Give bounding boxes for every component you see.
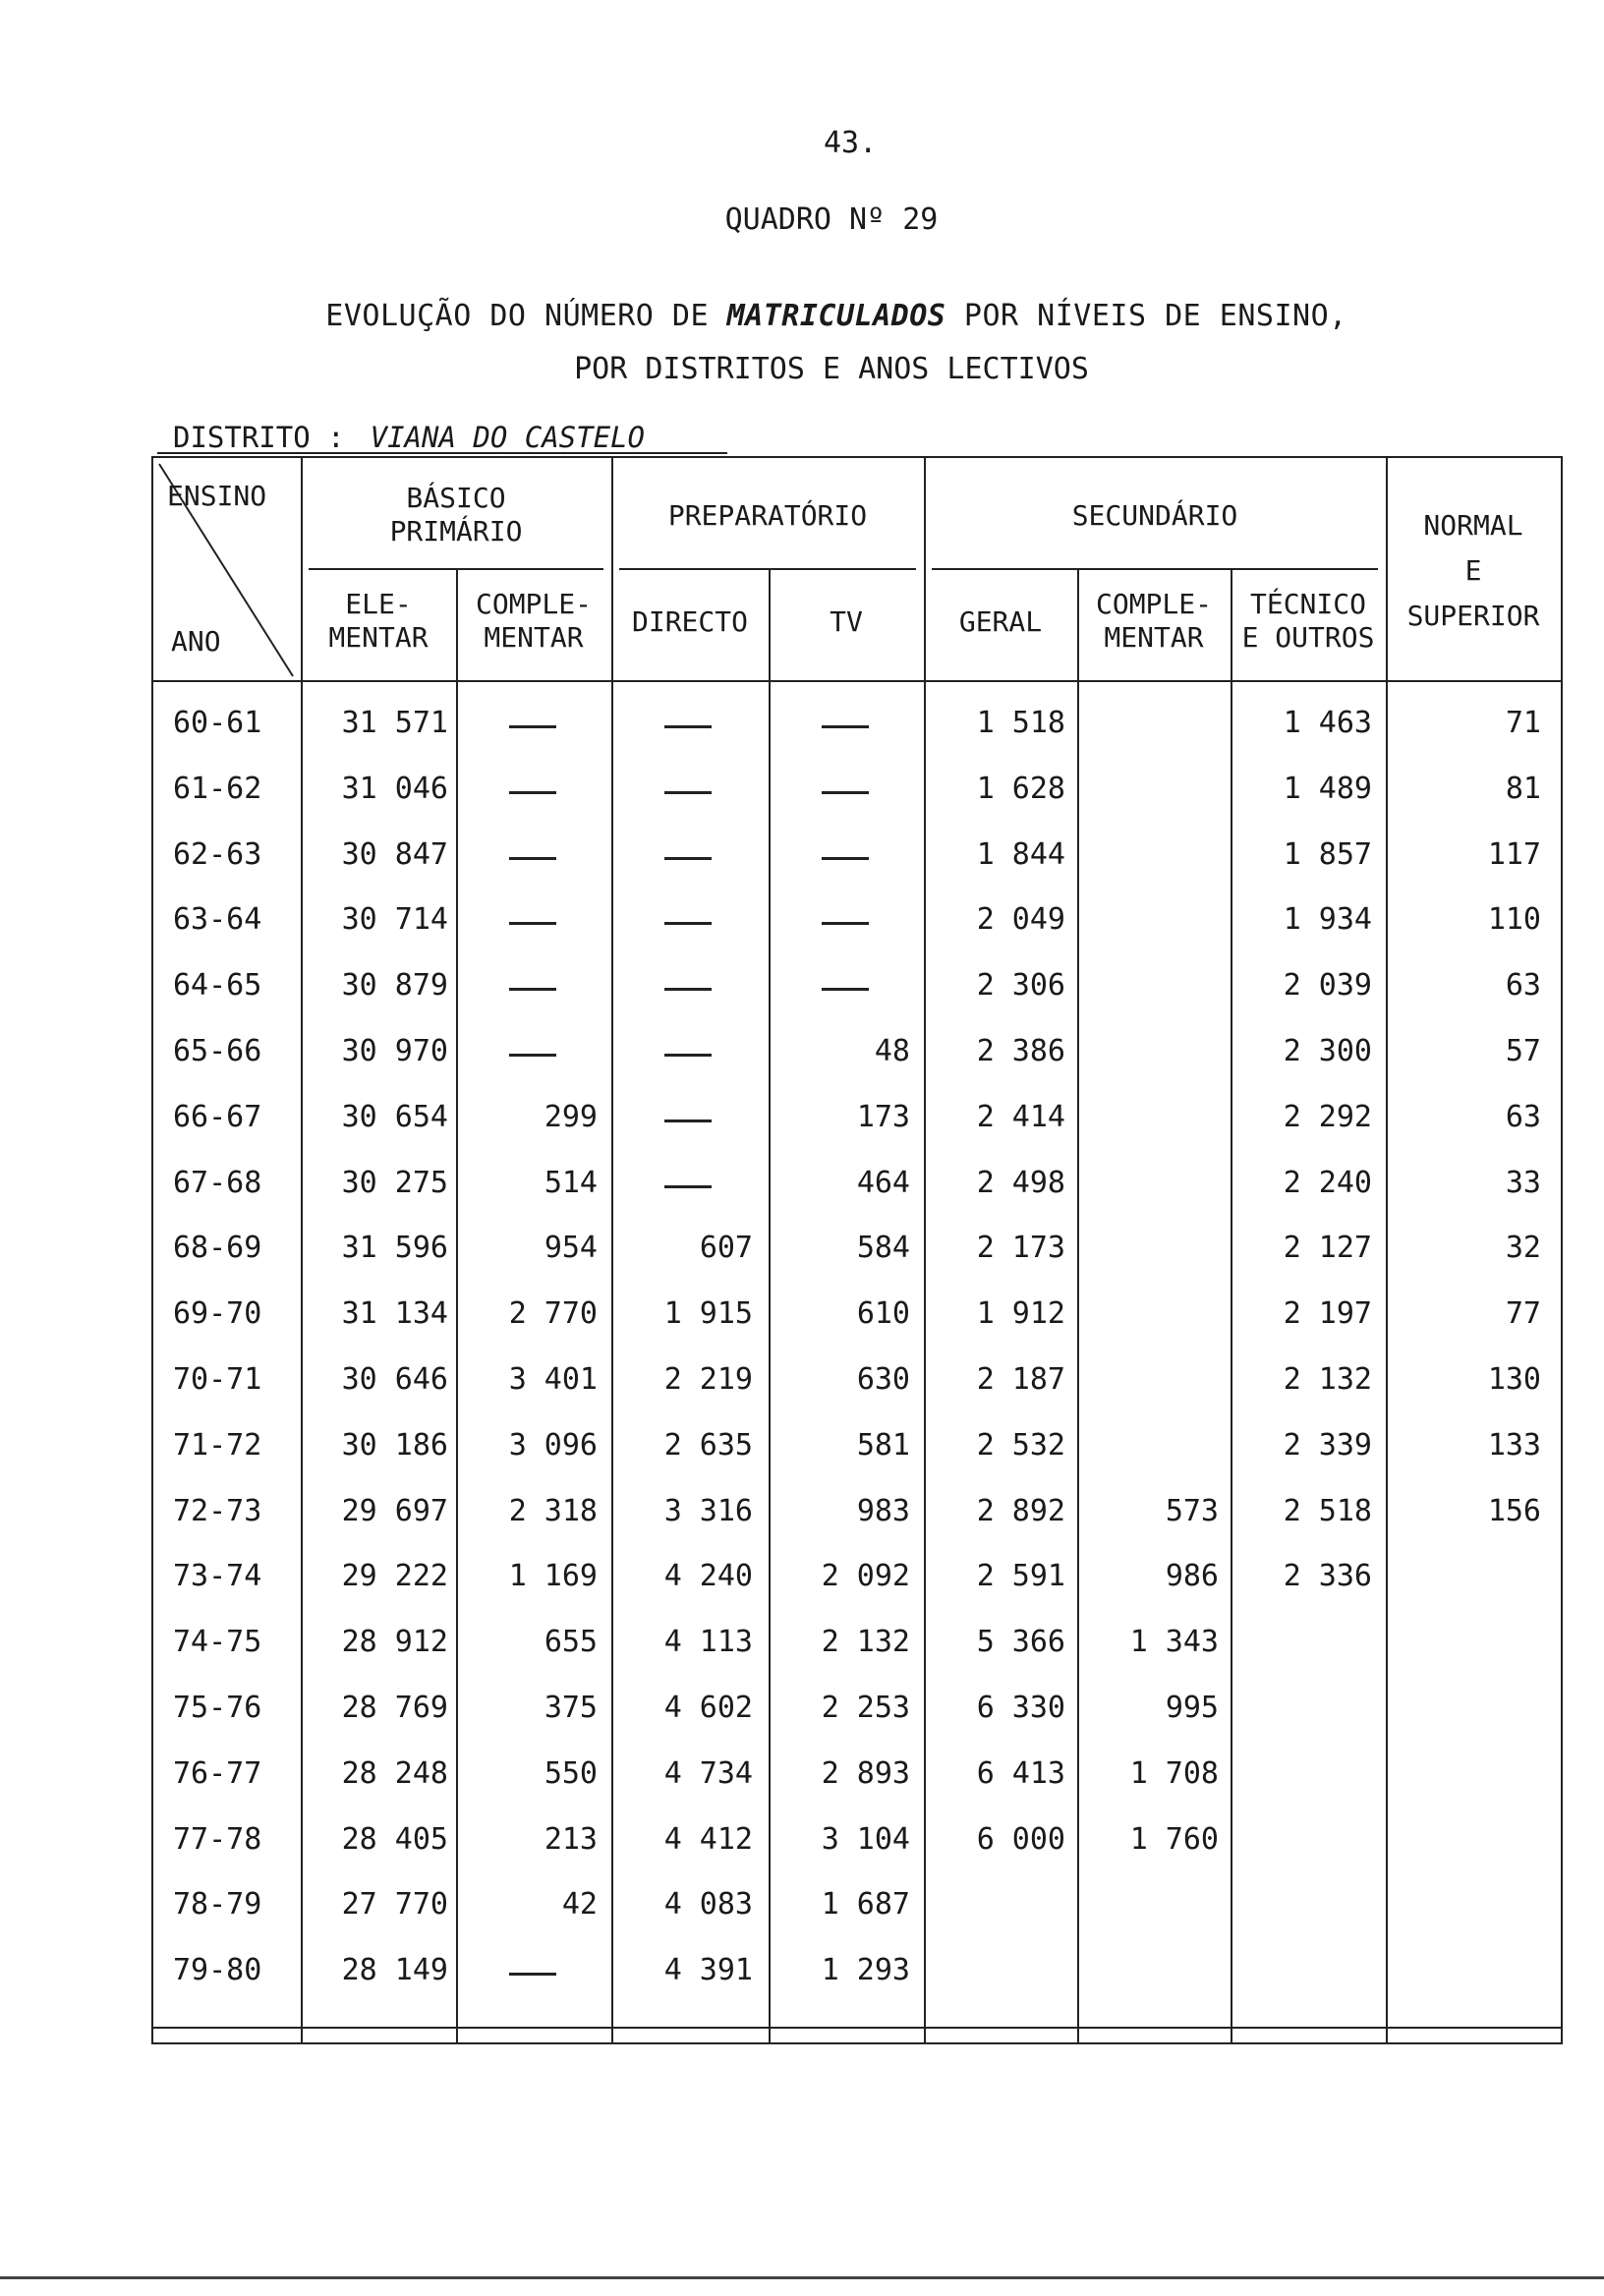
row-ano: 62-63 [173, 836, 262, 872]
footer-rule [153, 2027, 1561, 2029]
cell-elementar: 29 222 [341, 1559, 448, 1594]
header-basico-primario: BÁSICO PRIMÁRIO [389, 482, 523, 547]
cell-normal: 57 [1505, 1034, 1541, 1068]
cell-geral: 2 049 [976, 902, 1065, 938]
cell-tecnico: 2 292 [1283, 1099, 1372, 1134]
cell-normal: 71 [1505, 706, 1541, 740]
cell-geral: 1 912 [976, 1296, 1065, 1332]
header-rule [619, 568, 916, 570]
cell-complementar: 954 [544, 1231, 598, 1266]
cell-tv: 464 [856, 1165, 910, 1200]
row-ano: 74-75 [173, 1625, 262, 1660]
cell-sec_comp: 1 760 [1129, 1821, 1219, 1857]
cell-tecnico: 2 039 [1283, 968, 1372, 1004]
cell-directo: 4 391 [663, 1953, 753, 1988]
header-tv: TV [830, 605, 863, 638]
dash-mark [664, 725, 712, 728]
cell-geral: 5 366 [976, 1625, 1065, 1660]
cell-normal: 77 [1505, 1296, 1541, 1332]
col-divider [924, 458, 926, 2042]
col-divider [769, 568, 771, 2042]
title-pre: EVOLUÇÃO DO NÚMERO DE [325, 299, 727, 333]
cell-geral: 2 414 [976, 1099, 1065, 1134]
row-ano: 77-78 [173, 1821, 262, 1857]
cell-tv: 48 [874, 1034, 910, 1068]
row-ano: 68-69 [173, 1231, 262, 1266]
header-ensino: ENSINO [167, 480, 267, 512]
row-ano: 70-71 [173, 1362, 262, 1397]
cell-tecnico: 2 339 [1283, 1427, 1372, 1463]
cell-tv: 173 [856, 1099, 910, 1134]
cell-elementar: 30 186 [341, 1427, 448, 1463]
cell-complementar: 3 401 [508, 1362, 598, 1397]
cell-directo: 607 [699, 1231, 753, 1266]
cell-elementar: 31 596 [341, 1231, 448, 1266]
cell-elementar: 31 046 [341, 771, 448, 806]
cell-normal: 32 [1505, 1231, 1541, 1266]
cell-geral: 2 532 [976, 1427, 1065, 1463]
cell-geral: 2 187 [976, 1362, 1065, 1397]
col-divider [1077, 568, 1079, 2042]
cell-tecnico: 2 336 [1283, 1559, 1372, 1594]
cell-tecnico: 1 463 [1283, 706, 1372, 740]
dash-mark [822, 922, 869, 925]
dash-mark [664, 791, 712, 794]
cell-tecnico: 1 934 [1283, 902, 1372, 938]
cell-tv: 2 893 [821, 1755, 910, 1791]
header-rule [932, 568, 1378, 570]
cell-normal: 110 [1487, 902, 1541, 938]
dash-mark [664, 988, 712, 991]
table-title-line2: POR DISTRITOS E ANOS LECTIVOS [574, 352, 1089, 386]
dash-mark [509, 725, 556, 728]
cell-directo: 4 602 [663, 1691, 753, 1725]
cell-directo: 4 240 [663, 1559, 753, 1594]
distrito-name: VIANA DO CASTELO [370, 421, 645, 454]
cell-directo: 4 083 [663, 1887, 753, 1923]
cell-elementar: 31 571 [341, 706, 448, 740]
dash-mark [509, 1973, 556, 1976]
dash-mark [509, 857, 556, 860]
dash-mark [509, 922, 556, 925]
cell-normal: 81 [1505, 771, 1541, 806]
cell-elementar: 28 149 [341, 1953, 448, 1988]
cell-sec_comp: 986 [1165, 1559, 1219, 1594]
cell-directo: 4 113 [663, 1625, 753, 1660]
table-title-line1 [0, 299, 1604, 333]
cell-elementar: 27 770 [341, 1887, 448, 1923]
row-ano: 64-65 [173, 968, 262, 1004]
dash-mark [664, 857, 712, 860]
cell-complementar: 299 [544, 1099, 598, 1134]
cell-tv: 2 253 [821, 1691, 910, 1725]
cell-complementar: 550 [544, 1755, 598, 1791]
dash-mark [664, 1119, 712, 1122]
cell-elementar: 28 405 [341, 1821, 448, 1857]
bottom-rule [0, 2276, 1604, 2279]
cell-elementar: 28 912 [341, 1625, 448, 1660]
cell-tv: 584 [856, 1231, 910, 1266]
cell-tecnico: 2 132 [1283, 1362, 1372, 1397]
row-ano: 79-80 [173, 1953, 262, 1988]
title-emphasis: MATRICULADOS [726, 299, 946, 333]
cell-elementar: 30 714 [341, 902, 448, 938]
cell-sec_comp: 995 [1165, 1691, 1219, 1725]
dash-mark [664, 922, 712, 925]
header-directo: DIRECTO [631, 605, 748, 638]
cell-geral: 1 518 [976, 706, 1065, 740]
cell-elementar: 28 769 [341, 1691, 448, 1725]
cell-sec_comp: 1 343 [1129, 1625, 1219, 1660]
cell-elementar: 29 697 [341, 1493, 448, 1528]
cell-geral: 6 413 [976, 1755, 1065, 1791]
cell-geral: 2 892 [976, 1493, 1065, 1528]
col-divider [456, 568, 458, 2042]
cell-geral: 2 173 [976, 1231, 1065, 1266]
row-ano: 72-73 [173, 1493, 262, 1528]
cell-tecnico: 1 489 [1283, 771, 1372, 806]
enrollment-table [151, 456, 1563, 2044]
header-rule [309, 568, 603, 570]
cell-tecnico: 2 240 [1283, 1165, 1372, 1200]
cell-tecnico: 2 197 [1283, 1296, 1372, 1332]
cell-normal: 63 [1505, 1099, 1541, 1134]
dash-mark [822, 725, 869, 728]
cell-directo: 2 219 [663, 1362, 753, 1397]
header-geral: GERAL [958, 605, 1043, 638]
header-rule [153, 680, 1561, 682]
row-ano: 73-74 [173, 1559, 262, 1594]
header-ano: ANO [171, 625, 221, 658]
cell-complementar: 2 770 [508, 1296, 598, 1332]
row-ano: 69-70 [173, 1296, 262, 1332]
cell-tecnico: 2 300 [1283, 1034, 1372, 1068]
cell-sec_comp: 1 708 [1129, 1755, 1219, 1791]
cell-complementar: 2 318 [508, 1493, 598, 1528]
dash-mark [509, 1054, 556, 1057]
dash-mark [822, 857, 869, 860]
col-divider [1231, 568, 1232, 2042]
cell-tecnico: 1 857 [1283, 836, 1372, 872]
cell-directo: 4 734 [663, 1755, 753, 1791]
header-secundario: SECUNDÁRIO [1071, 499, 1238, 532]
cell-elementar: 30 970 [341, 1034, 448, 1068]
dash-mark [664, 1185, 712, 1188]
cell-complementar: 213 [544, 1821, 598, 1857]
header-tecnico: TÉCNICO E OUTROS [1241, 588, 1375, 654]
row-ano: 61-62 [173, 771, 262, 806]
cell-complementar: 3 096 [508, 1427, 598, 1463]
header-preparatorio: PREPARATÓRIO [667, 499, 868, 532]
cell-tv: 3 104 [821, 1821, 910, 1857]
cell-normal: 33 [1505, 1165, 1541, 1200]
dash-mark [509, 791, 556, 794]
row-ano: 66-67 [173, 1099, 262, 1134]
cell-elementar: 28 248 [341, 1755, 448, 1791]
row-ano: 63-64 [173, 902, 262, 938]
dash-mark [509, 988, 556, 991]
cell-normal: 63 [1505, 968, 1541, 1004]
table-caption: QUADRO Nº 29 [724, 202, 939, 237]
row-ano: 67-68 [173, 1165, 262, 1200]
cell-directo: 4 412 [663, 1821, 753, 1857]
cell-complementar: 375 [544, 1691, 598, 1725]
col-divider [301, 458, 303, 2042]
row-ano: 65-66 [173, 1034, 262, 1068]
distrito-label [173, 421, 645, 454]
cell-elementar: 30 275 [341, 1165, 448, 1200]
cell-geral: 2 306 [976, 968, 1065, 1004]
cell-normal: 117 [1487, 836, 1541, 872]
cell-geral: 1 844 [976, 836, 1065, 872]
cell-elementar: 30 654 [341, 1099, 448, 1134]
cell-tv: 983 [856, 1493, 910, 1528]
cell-geral: 2 498 [976, 1165, 1065, 1200]
cell-geral: 6 330 [976, 1691, 1065, 1725]
cell-complementar: 42 [561, 1887, 598, 1923]
row-ano: 75-76 [173, 1691, 262, 1725]
page-number: 43. [824, 126, 878, 160]
header-normal-superior: NORMAL E SUPERIOR [1406, 509, 1540, 632]
cell-tv: 630 [856, 1362, 910, 1397]
cell-tv: 1 687 [821, 1887, 910, 1923]
cell-tv: 610 [856, 1296, 910, 1332]
title-post: POR NÍVEIS DE ENSINO, [945, 299, 1347, 333]
distrito-label-text: DISTRITO : [173, 421, 345, 454]
cell-tecnico: 2 518 [1283, 1493, 1372, 1528]
cell-geral: 2 386 [976, 1034, 1065, 1068]
row-ano: 76-77 [173, 1755, 262, 1791]
cell-complementar: 514 [544, 1165, 598, 1200]
dash-mark [822, 791, 869, 794]
dash-mark [664, 1054, 712, 1057]
cell-directo: 1 915 [663, 1296, 753, 1332]
header-sec-complementar: COMPLE- MENTAR [1095, 588, 1212, 654]
cell-geral: 2 591 [976, 1559, 1065, 1594]
cell-sec_comp: 573 [1165, 1493, 1219, 1528]
cell-normal: 133 [1487, 1427, 1541, 1463]
cell-normal: 130 [1487, 1362, 1541, 1397]
distrito-underline [157, 452, 727, 454]
header-elementar: ELE- MENTAR [328, 588, 429, 654]
cell-tecnico: 2 127 [1283, 1231, 1372, 1266]
cell-tv: 2 092 [821, 1559, 910, 1594]
row-ano: 60-61 [173, 706, 262, 740]
dash-mark [822, 988, 869, 991]
cell-geral: 1 628 [976, 771, 1065, 806]
cell-elementar: 30 646 [341, 1362, 448, 1397]
row-ano: 78-79 [173, 1887, 262, 1923]
col-divider [611, 458, 613, 2042]
cell-elementar: 31 134 [341, 1296, 448, 1332]
cell-directo: 3 316 [663, 1493, 753, 1528]
cell-complementar: 655 [544, 1625, 598, 1660]
cell-directo: 2 635 [663, 1427, 753, 1463]
header-complementar: COMPLE- MENTAR [475, 588, 592, 654]
cell-tv: 2 132 [821, 1625, 910, 1660]
cell-tv: 581 [856, 1427, 910, 1463]
row-ano: 71-72 [173, 1427, 262, 1463]
cell-complementar: 1 169 [508, 1559, 598, 1594]
cell-elementar: 30 879 [341, 968, 448, 1004]
cell-geral: 6 000 [976, 1821, 1065, 1857]
cell-normal: 156 [1487, 1493, 1541, 1528]
cell-tv: 1 293 [821, 1953, 910, 1988]
col-divider [1386, 458, 1388, 2042]
cell-elementar: 30 847 [341, 836, 448, 872]
